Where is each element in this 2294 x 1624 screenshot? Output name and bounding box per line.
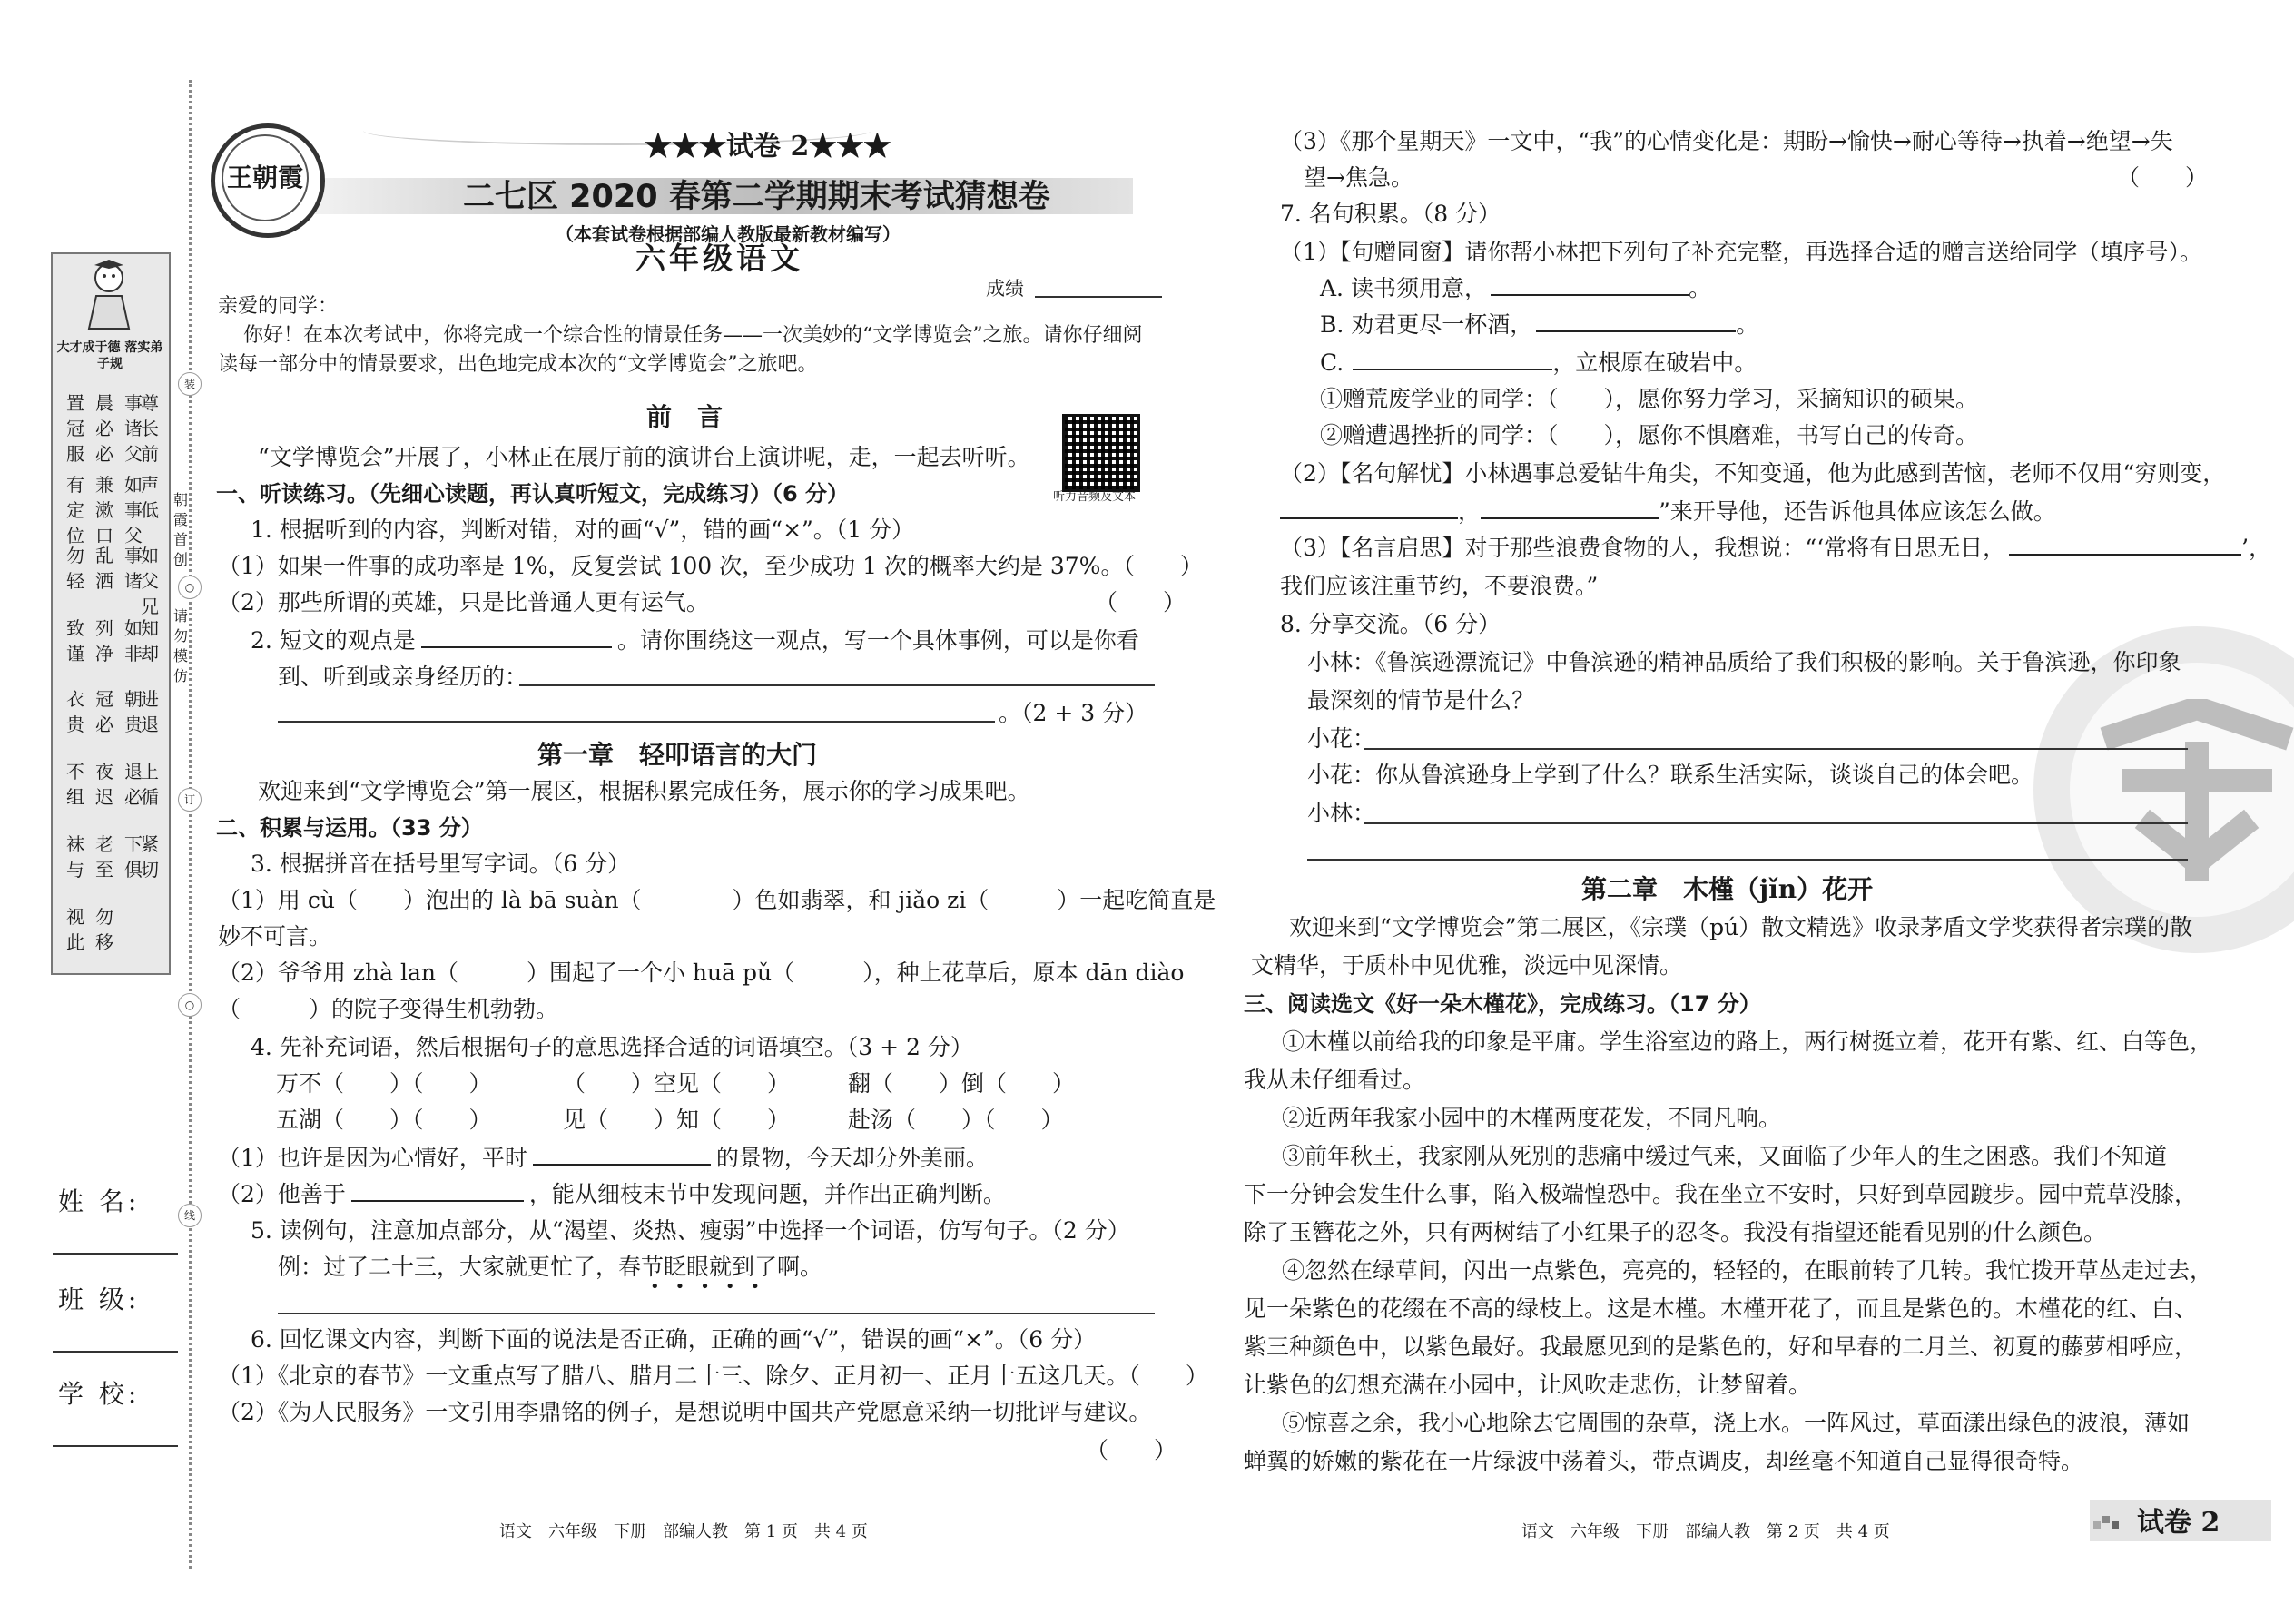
motto-column: 乱洒 (95, 545, 113, 592)
question-label: ’， (2241, 535, 2272, 561)
question-text: （2）【名句解忧】小林遇事总爱钻牛角尖，不知变通，他为此感到苦恼，老师不仅用“穷则变， (1280, 460, 2226, 487)
dialog-speaker: 小花： (1307, 725, 1376, 752)
question-text: 4. 先补充词语，然后根据句子的意思选择合适的词语填空。（3 + 2 分） (251, 1034, 973, 1060)
question-text: 3. 根据拼音在括号里写字词。（6 分） (251, 851, 631, 877)
chapter-title: 第二章 木槿（jǐn）花开 (1581, 874, 1874, 904)
school-field[interactable] (53, 1445, 178, 1447)
motto-column: 列净 (95, 617, 113, 664)
qr-caption: 听力音频及文本 (1053, 490, 1137, 504)
chapter-title: 第一章 轻叩语言的大门 (537, 740, 818, 770)
motto-column: 如父兄 (141, 545, 159, 617)
answer-blank[interactable] (1481, 497, 1659, 519)
answer-line[interactable] (1307, 859, 2188, 861)
name-label: 姓 名: (58, 1186, 141, 1216)
question-text: 5. 读例句，注意加点部分，从“渴望、炎热、瘦弱”中选择一个词语，仿写句子。（2 分） (251, 1217, 1130, 1244)
question-text: （1）《北京的春节》一文重点写了腊八、腊月二十三、除夕、正月初一、正月十五这几天。（ ） (218, 1363, 1208, 1389)
answer-line[interactable] (278, 721, 995, 723)
score-label: 成绩 (986, 278, 1024, 300)
question-text: ， ”来开导他，还告诉他具体应该怎么做。 (1280, 497, 2056, 527)
word-fill[interactable]: 万不（ ）（ ） (276, 1070, 492, 1097)
question-text: A. 读书须用意， 。 (1320, 275, 1711, 301)
question-text: 6. 回忆课文内容，判断下面的说法是否正确，正确的画“√”，错误的画“×”。（6 分） (251, 1326, 1097, 1353)
motto-column: 晨必必 (95, 392, 113, 465)
question-text: 到、听到或亲身经历的： (278, 664, 528, 690)
answer-line[interactable] (278, 1313, 1155, 1314)
motto-column: 勿轻 (66, 545, 84, 592)
word-fill[interactable]: 赴汤（ ）（ ） (848, 1107, 1064, 1133)
question-text: B. 劝君更尽一杯酒， 。 (1320, 311, 1759, 338)
question-text: 小花：你从鲁滨逊身上学到了什么？联系生活实际，谈谈自己的体会吧。 (1307, 762, 2034, 788)
question-text: （2）爷爷用 zhà lan（ ）围起了一个小 huā pǔ（ ），种上花草后，原本 dān diào (218, 960, 1185, 986)
fold-note: 请勿模仿 (172, 607, 188, 684)
question-text: 1. 根据听到的内容，判断对错，对的画“√”，错的画“×”。（1 分） (251, 517, 915, 543)
question-text: 望→焦急。 (1304, 164, 1413, 191)
fold-note: 朝霞首创 (172, 491, 188, 568)
motto-column: 退必 (124, 761, 143, 808)
question-text: （ ）的院子变得生机勃勃。 (218, 996, 559, 1022)
question-label: 。请你围绕这一观点，写一个具体事例，可以是你看 (616, 627, 1139, 654)
answer-blank[interactable] (2009, 534, 2241, 556)
subject-title: 六年级语文 (635, 241, 803, 276)
school-label: 学 校: (58, 1379, 141, 1409)
answer-blank[interactable] (1353, 349, 1552, 370)
motto-column: 夜迟 (95, 761, 113, 808)
fold-mark: 订 (178, 788, 202, 812)
intro-text: 读每一部分中的情景要求，出色地完成本次的“文学博览会”之旅吧。 (218, 353, 818, 376)
passage-paragraph: ⑤惊喜之余，我小心地除去它周围的杂草，浇上水。一阵风过，草面漾出绿色的波浪，薄如 (1282, 1410, 2191, 1436)
name-field[interactable] (53, 1253, 178, 1255)
motto-column: 有定位 (66, 474, 84, 546)
example-sentence: 例：过了二十三，大家就更忙了，春节眨眼就到了啊。 (278, 1254, 823, 1280)
question-text: （1）【句赠同窗】请你帮小林把下列句子补充完整，再选择合适的赠言送给同学（填序号）。 (1280, 239, 2202, 265)
score-note: 。（2 + 3 分） (999, 700, 1148, 726)
question-text: 妙不可言。 (218, 923, 332, 950)
motto-column: 尊长前 (141, 392, 159, 465)
page-footer: 语文 六年级 下册 部编人教 第 2 页 共 4 页 (1521, 1522, 1890, 1541)
answer-paren[interactable]: （ ） (2117, 164, 2209, 191)
motto-column: 如事父 (124, 474, 143, 546)
question-label: （1）也许是因为心情好，平时 (218, 1145, 527, 1171)
motto-column: 视此 (66, 906, 84, 953)
motto-column: 进退 (141, 688, 159, 735)
greeting: 亲爱的同学： (218, 295, 339, 318)
question-text (218, 1180, 1006, 1209)
question-text (1280, 534, 2271, 563)
question-text: （3）《那个星期天》一文中，“我”的心情变化是：期盼→愉快→耐心等待→执着→绝望→失 (1280, 128, 2173, 154)
question-label: B. 劝君更尽一杯酒， (1320, 311, 1533, 338)
answer-line[interactable] (1364, 822, 2188, 824)
question-text: 我们应该注重节约，不要浪费。” (1280, 573, 1599, 599)
fold-mark: 线 (178, 1204, 202, 1227)
motto-column: 如非 (124, 617, 143, 664)
exam-subtitle: （本套试卷根据部编人教版最新教材编写） (556, 223, 901, 245)
brand-logo-text: 王朝霞 (222, 134, 309, 221)
motto-column: 置冠服 (66, 392, 84, 465)
answer-blank[interactable] (533, 1144, 711, 1166)
passage-paragraph: ④忽然在绿草间，闪出一点紫色，亮亮的，轻轻的，在眼前转了几转。我忙拨开草丛走过去， (1282, 1257, 2213, 1284)
question-text (1320, 349, 1757, 378)
word-fill[interactable]: 翻（ ）倒（ ） (848, 1070, 1076, 1097)
passage-paragraph: 紫三种颜色中，以紫色最好。我最愿见到的是紫色的，好和早春的二月兰、初夏的藤萝相呼应， (1244, 1334, 2198, 1360)
motto-column: 事诸 (124, 545, 143, 592)
paper-tag-footer: 试卷 2 (2137, 1507, 2220, 1539)
question-label: ，能从细枝末节中发现问题，并作出正确判断。 (528, 1181, 1006, 1207)
question-text: 最深刻的情节是什么？ (1307, 687, 1535, 714)
fold-mark: ○ (178, 576, 202, 599)
answer-blank[interactable] (351, 1180, 524, 1202)
motto-column: 冠必 (95, 688, 113, 735)
motto-column: 衣贵 (66, 688, 84, 735)
question-label: A. 读书须用意， (1320, 275, 1487, 301)
answer-blank[interactable] (1536, 310, 1736, 332)
answer-blank[interactable] (1280, 497, 1458, 519)
question-text: ①赠荒废学业的同学：（ ），愿你努力学习，采摘知识的硕果。 (1320, 386, 1979, 412)
motto-column: 事诸父 (124, 392, 143, 465)
passage-paragraph: ①木槿以前给我的印象是平庸。学生浴室边的路上，两行树挺立着，花开有紫、红、白等色， (1282, 1029, 2213, 1055)
answer-line[interactable] (1364, 748, 2188, 750)
sidebar-label: 大才成于德 落实弟子规 (56, 340, 163, 371)
word-fill[interactable]: 见（ ）知（ ） (563, 1107, 791, 1133)
sidebar-mascot (74, 258, 143, 330)
fold-mark: ○ (178, 993, 202, 1017)
chapter-intro: 欢迎来到“文学博览会”第二展区，《宗璞（pú）散文精选》收录茅盾文学奖获得者宗璞的散 (1289, 914, 2193, 940)
preface-title: 前 言 (646, 402, 724, 432)
word-fill[interactable]: 五湖（ ）（ ） (276, 1107, 492, 1133)
class-label: 班 级: (58, 1284, 141, 1314)
question-text (251, 626, 1139, 655)
answer-blank[interactable] (421, 626, 612, 648)
question-label: ，立根原在破岩中。 (1552, 349, 1757, 376)
question-text: （2）那些所谓的英雄，只是比普通人更有运气。 (218, 589, 709, 615)
motto-column: 不组 (66, 761, 84, 808)
question-label: 的景物，今天却分外美丽。 (715, 1145, 989, 1171)
question-text: ②赠遭遇挫折的同学：（ ），愿你不惧磨难，书写自己的传奇。 (1320, 422, 1979, 448)
motto-column: 下俱 (124, 833, 143, 881)
motto-column: 勿移 (95, 906, 113, 953)
motto-column: 兼漱口 (95, 474, 113, 546)
intro-text: 你好！在本次考试中，你将完成一个综合性的情景任务——一次美妙的“文学博览会”之旅。请你仔细阅 (243, 324, 1143, 347)
passage-paragraph: ②近两年我家小园中的木槿两度花发，不同凡响。 (1282, 1105, 1782, 1131)
section-title: 三、阅读选文《好一朵木槿花》，完成练习。（17 分） (1244, 991, 1761, 1017)
question-label: （2）他善于 (218, 1181, 346, 1207)
answer-paren[interactable]: （ ） (1095, 589, 1186, 615)
question-text: （1）用 cù（ ）泡出的 là bā suàn（ ）色如翡翠，和 jiǎo zi（ ）一起吃简直是 (218, 887, 1216, 913)
answer-paren[interactable]: （ ） (1086, 1437, 1177, 1463)
motto-column: 知却 (141, 617, 159, 664)
motto-column: 朝贵 (124, 688, 143, 735)
motto-column: 声低 (141, 474, 159, 521)
passage-paragraph: 让紫色的幻想充满在小园中，让风吹走悲伤，让梦留着。 (1244, 1372, 1812, 1398)
emphasis-dots: ••••• (650, 1277, 776, 1296)
class-field[interactable] (53, 1351, 178, 1353)
answer-line[interactable] (519, 684, 1155, 686)
question-text: 8. 分享交流。（6 分） (1280, 611, 1501, 637)
question-text: （2）《为人民服务》一文引用李鼎铭的例子，是想说明中国共产党愿意采纳一切批评与建议。 (218, 1399, 1152, 1425)
paper-tag: ★★★试卷 2★★★ (645, 131, 891, 162)
passage-paragraph: ③前年秋王，我家刚从死别的悲痛中缓过气来，又面临了少年人的生之困惑。我们不知道 (1282, 1143, 2168, 1169)
word-fill[interactable]: （ ）空见（ ） (563, 1070, 791, 1097)
question-label: （3）【名言启思】对于那些浪费食物的人，我想说：“‘常将有日思无日， (1280, 535, 2006, 561)
question-text (218, 1144, 989, 1173)
watermark-seal-pattern (2097, 699, 2294, 884)
answer-blank[interactable] (1491, 274, 1689, 296)
passage-paragraph: 下一分钟会发生什么事，陷入极端惶恐中。我在坐立不安时，只好到草园踱步。园中荒草没膝， (1244, 1181, 2198, 1207)
motto-column: 上循 (141, 761, 159, 808)
motto-column: 致谨 (66, 617, 84, 664)
question-label: C. (1320, 349, 1344, 376)
question-text: （1）如果一件事的成功率是 1%，反复尝试 100 次，至少成功 1 次的概率大约是 37%。（ ） (218, 553, 1203, 579)
motto-column: 老至 (95, 833, 113, 881)
question-label: 2. 短文的观点是 (251, 627, 416, 654)
chapter-intro: 文精华，于质朴中见优雅，淡远中见深情。 (1251, 952, 1683, 979)
passage-paragraph: 我从未仔细看过。 (1244, 1067, 1426, 1093)
section-title: 二、积累与运用。（33 分） (216, 815, 483, 841)
question-text: 7. 名句积累。（8 分） (1280, 201, 1501, 227)
preface-text: “文学博览会”开展了，小林正在展厅前的演讲台上演讲呢，走，一起去听听。 (258, 444, 1030, 470)
page-footer: 语文 六年级 下册 部编人教 第 1 页 共 4 页 (499, 1522, 868, 1541)
question-label: ”来开导他，还告诉他具体应该怎么做。 (1659, 498, 2056, 525)
passage-paragraph: 除了玉簪花之外，只有两树结了小红果子的忍冬。我没有指望还能看见别的什么颜色。 (1244, 1219, 2107, 1245)
footer-squares (2093, 1511, 2130, 1530)
fold-mark: 装 (178, 372, 202, 396)
score-field[interactable] (1035, 296, 1162, 298)
passage-paragraph: 蝉翼的娇嫩的紫花在一片绿波中荡着头，带点调皮，却丝毫不知道自己显得很奇特。 (1244, 1448, 2084, 1474)
qr-code[interactable] (1062, 414, 1140, 492)
chapter-intro: 欢迎来到“文学博览会”第一展区，根据积累完成任务，展示你的学习成果吧。 (258, 778, 1030, 804)
section-title: 一、听读练习。（先细心读题，再认真听短文，完成练习）（6 分） (216, 481, 850, 507)
motto-column: 袜与 (66, 833, 84, 881)
fold-line (189, 80, 192, 1569)
question-text: 小林：《鲁滨逊漂流记》中鲁滨逊的精神品质给了我们积极的影响。关于鲁滨逊，你印象 (1307, 649, 2181, 675)
passage-paragraph: 见一朵紫色的花缀在不高的绿枝上。这是木槿。木槿开花了，而且是紫色的。木槿花的红、白、 (1244, 1295, 2198, 1322)
motto-column: 紧切 (141, 833, 159, 881)
exam-title: 二七区 2020 春第二学期期末考试猜想卷 (463, 179, 1050, 215)
dialog-speaker: 小林： (1307, 800, 1376, 826)
